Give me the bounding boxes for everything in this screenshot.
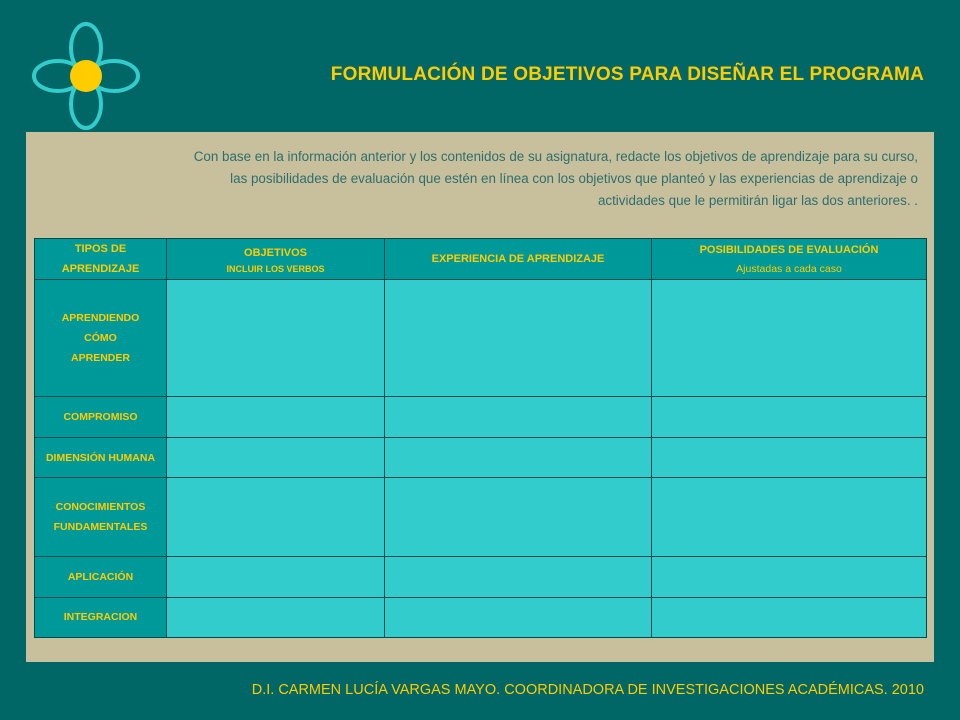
table-row xyxy=(35,557,927,597)
table-header-row xyxy=(35,239,927,280)
experiencia-cell[interactable] xyxy=(385,280,652,397)
experiencia-cell[interactable] xyxy=(385,557,652,597)
instructions-text xyxy=(50,146,918,212)
evaluacion-cell[interactable] xyxy=(652,397,927,437)
objetivos-cell[interactable] xyxy=(167,597,385,637)
evaluacion-cell[interactable] xyxy=(652,437,927,477)
row-label: COMPROMISO xyxy=(35,397,167,437)
table-row xyxy=(35,280,927,397)
experiencia-cell[interactable] xyxy=(385,478,652,557)
table-row xyxy=(35,597,927,637)
instructions-line: las posibilidades de evaluación que estén en línea con los objetivos que planteó y las experiencias de aprendizaje o xyxy=(230,171,918,186)
objetivos-cell[interactable] xyxy=(167,437,385,477)
experiencia-cell[interactable] xyxy=(385,397,652,437)
experiencia-cell[interactable] xyxy=(385,437,652,477)
instructions-line: actividades que le permitirán ligar las dos anteriores. . xyxy=(597,193,918,208)
header-tipos-aprendizaje: TIPOS DE APRENDIZAJE xyxy=(35,239,167,280)
table-row xyxy=(35,478,927,557)
row-label: CONOCIMIENTOS FUNDAMENTALES xyxy=(35,478,167,557)
row-label: APLICACIÓN xyxy=(35,557,167,597)
table-row xyxy=(35,437,927,477)
flower-icon xyxy=(28,18,144,134)
page-title: FORMULACIÓN DE OBJETIVOS PARA DISEÑAR EL PROGRAMA xyxy=(330,64,924,85)
header-evaluacion: POSIBILIDADES DE EVALUACIÓN Ajustadas a cada caso xyxy=(652,239,927,280)
evaluacion-cell[interactable] xyxy=(652,597,927,637)
row-label: DIMENSIÓN HUMANA xyxy=(35,437,167,477)
footer-credit: D.I. CARMEN LUCÍA VARGAS MAYO. COORDINADORA DE INVESTIGACIONES ACADÉMICAS. 2010 xyxy=(251,682,924,698)
objectives-table xyxy=(34,238,927,638)
header-objetivos: OBJETIVOS INCLUIR LOS VERBOS xyxy=(167,239,385,280)
table-row xyxy=(35,397,927,437)
objetivos-cell[interactable] xyxy=(167,397,385,437)
objetivos-cell[interactable] xyxy=(167,280,385,397)
row-label: APRENDIENDO CÓMO APRENDER xyxy=(35,280,167,397)
experiencia-cell[interactable] xyxy=(385,597,652,637)
evaluacion-cell[interactable] xyxy=(652,557,927,597)
header-experiencia: EXPERIENCIA DE APRENDIZAJE xyxy=(385,239,652,280)
evaluacion-cell[interactable] xyxy=(652,280,927,397)
evaluacion-cell[interactable] xyxy=(652,478,927,557)
row-label: INTEGRACION xyxy=(35,597,167,637)
objetivos-cell[interactable] xyxy=(167,557,385,597)
instructions-line: Con base en la información anterior y los contenidos de su asignatura, redacte los objetivos de aprendizaje para su curso, xyxy=(193,149,918,164)
objetivos-cell[interactable] xyxy=(167,478,385,557)
